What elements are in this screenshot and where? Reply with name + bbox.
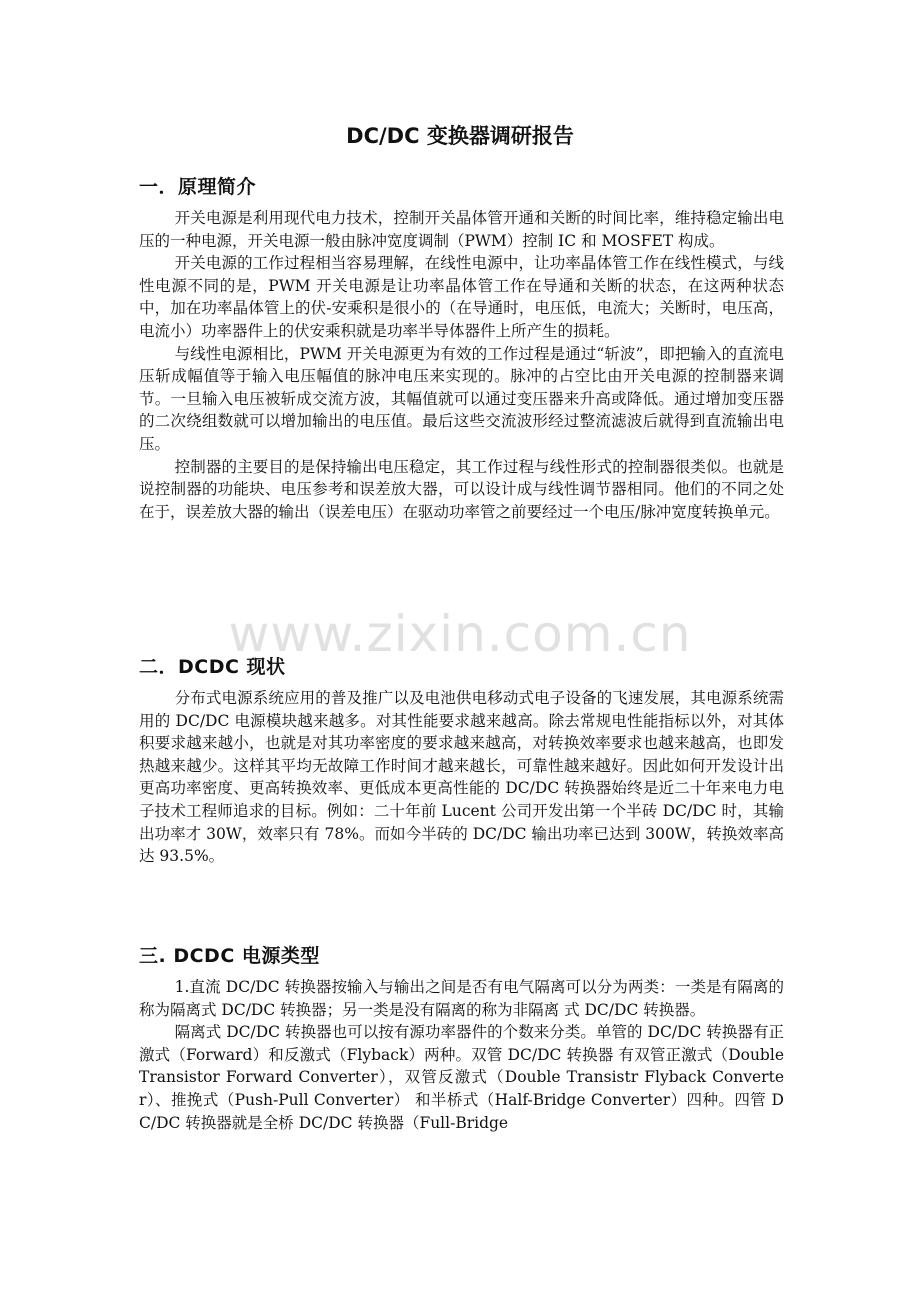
paragraph: 隔离式 DC/DC 转换器也可以按有源功率器件的个数来分类。单管的 DC/DC 转换器有正激式（Forward）和反激式（Flyback）两种。双管 DC/DC 转换器 有双管正激式（DoubleTransistor Forward Converter），双管反激式（Double Transistr Flyback Converter）、推挽式（Push-Pull Converter） 和半桥式（Half-Bridge Converter）四种。四管 DC/DC 转换器就是全桥 DC/DC 转换器（Full-Bridge <box>139 1023 784 1132</box>
section-heading: 二．DCDC 现状 <box>139 656 286 678</box>
paragraph: 分布式电源系统应用的普及推广以及电池供电移动式电子设备的飞速发展，其电源系统需用的 DC/DC 电源模块越来越多。对其性能要求越来越高。除去常规电性能指标以外，对其体积要求越来越小，也就是对其功率密度的要求越来越高，对转换效率要求也越来越高，也即发热越来越少。这样其平均无故障工作时间才越来越长，可靠性越来越好。因此如何开发设计出更高功率密度、更高转换效率、更低成本更高性能的 DC/DC 转换器始终是近二十年来电力电子技术工程师追求的目标。例如：二十年前 Lucent 公司开发出第一个半砖 DC/DC 时，其输出功率才 30W，效率只有 78%。而如今半砖的 DC/DC 输出功率已达到 300W，转换效率高达 93.5%。 <box>139 689 784 866</box>
section-principle <box>139 172 784 523</box>
paragraph: 1.直流 DC/DC 转换器按输入与输出之间是否有电气隔离可以分为两类：一类是有隔离的称为隔离式 DC/DC 转换器；另一类是没有隔离的称为非隔离 式 DC/DC 转换器。 <box>139 978 784 1019</box>
section-heading: 一．原理简介 <box>139 176 257 198</box>
paragraph: 开关电源的工作过程相当容易理解，在线性电源中，让功率晶体管工作在线性模式，与线性电源不同的是，PWM 开关电源是让功率晶体管工作在导通和关断的状态，在这两种状态中，加在功率晶体管上的伏-安乘积是很小的（在导通时，电压低，电流大；关断时，电压高，电流小）功率器件上的伏安乘积就是功率半导体器件上所产生的损耗。 <box>139 254 784 340</box>
section-status <box>139 652 784 868</box>
paragraph: 控制器的主要目的是保持输出电压稳定，其工作过程与线性形式的控制器很类似。也就是说控制器的功能块、电压参考和误差放大器，可以设计成与线性调节器相同。他们的不同之处在于，误差放大器的输出（误差电压）在驱动功率管之前要经过一个电压/脉冲宽度转换单元。 <box>139 457 784 521</box>
paragraph: 开关电源是利用现代电力技术，控制开关晶体管开通和关断的时间比率，维持稳定输出电压的一种电源，开关电源一般由脉冲宽度调制（PWM）控制 IC 和 MOSFET 构成。 <box>139 209 784 250</box>
section-types <box>139 941 784 1134</box>
section-heading: 三. DCDC 电源类型 <box>139 945 320 967</box>
document-title: DC/DC 变换器调研报告 <box>346 124 574 148</box>
watermark: www.zixin.com.cn <box>228 605 692 663</box>
paragraph: 与线性电源相比，PWM 开关电源更为有效的工作过程是通过“斩波”，即把输入的直流电压斩成幅值等于输入电压幅值的脉冲电压来实现的。脉冲的占空比由开关电源的控制器来调节。一旦输入电压被斩成交流方波，其幅值就可以通过变压器来升高或降低。通过增加变压器的二次绕组数就可以增加输出的电压值。最后这些交流波形经过整流滤波后就得到直流输出电压。 <box>139 344 784 453</box>
